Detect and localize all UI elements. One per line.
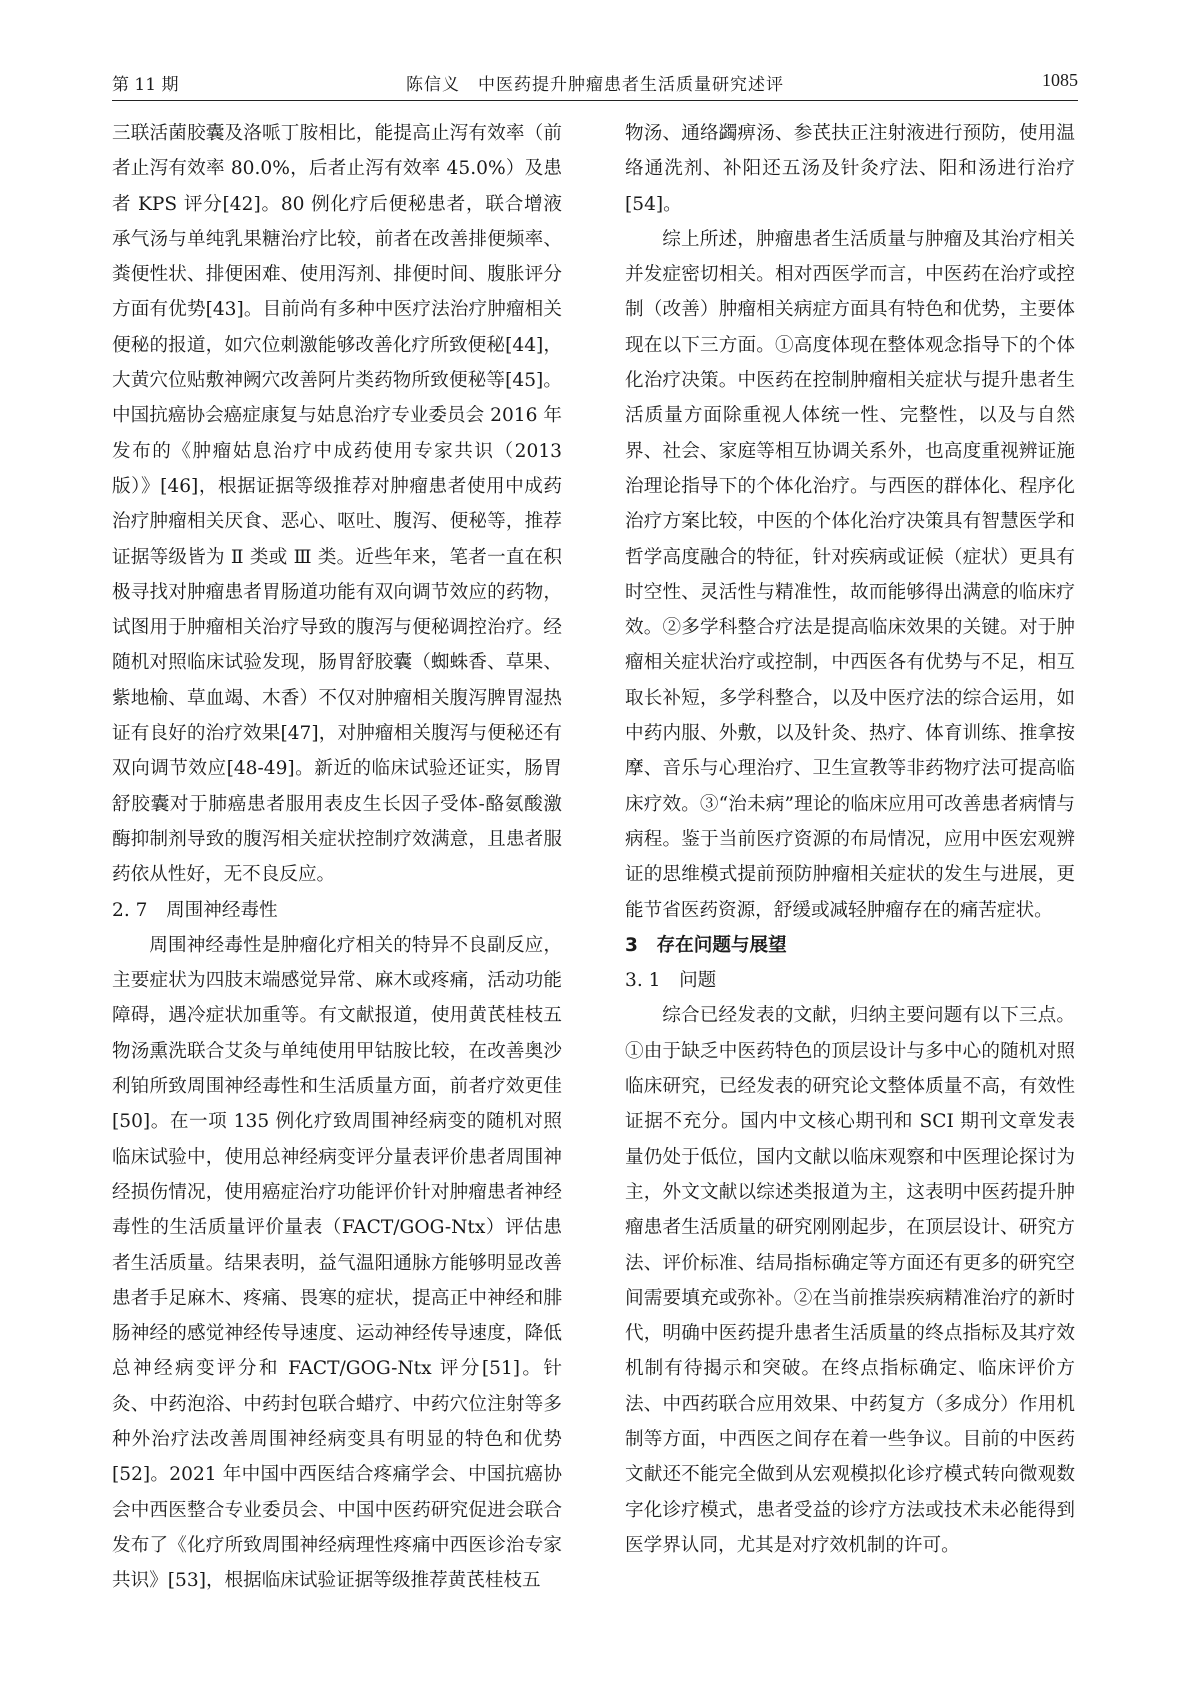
running-header bbox=[112, 66, 1078, 101]
issue-label: 第 11 期 bbox=[112, 75, 179, 95]
subheading-2-7: 2. 7 周围神经毒性 bbox=[112, 899, 278, 921]
paragraph-constipation: 三联活菌胶囊及洛哌丁胺相比，能提高止泻有效率（前者止泻有效率 80.0%，后者止泻有效率 45.0%）及患者 KPS 评分[42]。80 例化疗后便秘患者，联合增液承气汤与单纯乳果糖治疗比较，前者在改善排便频率、粪便性状、排便困难、使用泻剂、排便时间、腹胀评分方面有优势[43]。目前尚有多种中医疗法治疗肿瘤相关便秘的报道，如穴位刺激能够改善化疗所致便秘[44]，大黄穴位贴敷神阙穴改善阿片类药物所致便秘等[45]。中国抗癌协会癌症康复与姑息治疗专业委员会 2016 年发布的《肿瘤姑息治疗中成药使用专家共识（2013 版）》[46]，根据证据等级推荐对肿瘤患者使用中成药治疗肿瘤相关厌食、恶心、呕吐、腹泻、便秘等，推荐证据等级皆为 Ⅱ 类或 Ⅲ 类。近些年来，笔者一直在积极寻找对肿瘤患者胃肠道功能有双向调节效应的药物，试图用于肿瘤相关治疗导致的腹泻与便秘调控治疗。经随机对照临床试验发现，肠胃舒胶囊（蜘蛛香、草果、紫地榆、草血竭、木香）不仅对肿瘤相关腹泻脾胃湿热证有良好的治疗效果[47]，对肿瘤相关腹泻与便秘还有双向调节效应[48-49]。新近的临床试验还证实，肠胃舒胶囊对于肺癌患者服用表皮生长因子受体-酪氨酸激酶抑制剂导致的腹泻相关症状控制疗效满意，且患者服药依从性好，无不良反应。 bbox=[112, 123, 562, 886]
page-number: 1085 bbox=[1042, 70, 1078, 90]
running-title: 陈信义 中医药提升肿瘤患者生活质量研究述评 bbox=[406, 75, 784, 95]
left-column bbox=[112, 116, 562, 1598]
right-column bbox=[625, 116, 1075, 1563]
paragraph-continuation: 物汤、通络蠲痹汤、参芪扶正注射液进行预防，使用温络通洗剂、补阳还五汤及针灸疗法、阳和汤进行治疗[54]。 bbox=[625, 123, 1075, 215]
paragraph-summary: 综上所述，肿瘤患者生活质量与肿瘤及其治疗相关并发症密切相关。相对西医学而言，中医药在治疗或控制（改善）肿瘤相关病症方面具有特色和优势，主要体现在以下三方面。①高度体现在整体观念指导下的个体化治疗决策。中医药在控制肿瘤相关症状与提升患者生活质量方面除重视人体统一性、完整性，以及与自然界、社会、家庭等相互协调关系外，也高度重视辨证施治理论指导下的个体化治疗。与西医的群体化、程序化治疗方案比较，中医的个体化治疗决策具有智慧医学和哲学高度融合的特征，针对疾病或证候（症状）更具有时空性、灵活性与精准性，故而能够得出满意的临床疗效。②多学科整合疗法是提高临床效果的关键。对于肿瘤相关症状治疗或控制，中西医各有优势与不足，相互取长补短，多学科整合，以及中医疗法的综合运用，如中药内服、外敷，以及针灸、热疗、体育训练、推拿按摩、音乐与心理治疗、卫生宣教等非药物疗法可提高临床疗效。③“治未病”理论的临床应用可改善患者病情与病程。鉴于当前医疗资源的布局情况，应用中医宏观辨证的思维模式提前预防肿瘤相关症状的发生与进展，更能节省医药资源，舒缓或减轻肿瘤存在的痛苦症状。 bbox=[625, 228, 1075, 921]
paragraph-neurotoxicity: 周围神经毒性是肿瘤化疗相关的特异不良副反应，主要症状为四肢末端感觉异常、麻木或疼痛，活动功能障碍，遇冷症状加重等。有文献报道，使用黄芪桂枝五物汤熏洗联合艾灸与单纯使用甲钴胺比较，在改善奥沙利铂所致周围神经毒性和生活质量方面，前者疗效更佳[50]。在一项 135 例化疗致周围神经病变的随机对照临床试验中，使用总神经病变评分量表评价患者周围神经损伤情况，使用癌症治疗功能评价针对肿瘤患者神经毒性的生活质量评价量表（FACT/GOG-Ntx）评估患者生活质量。结果表明，益气温阳通脉方能够明显改善患者手足麻木、疼痛、畏寒的症状，提高正中神经和腓肠神经的感觉神经传导速度、运动神经传导速度，降低总神经病变评分和 FACT/GOG-Ntx 评分[51]。针灸、中药泡浴、中药封包联合蜡疗、中药穴位注射等多种外治疗法改善周围神经病变具有明显的特色和优势[52]。2021 年中国中西医结合疼痛学会、中国抗癌协会中西医整合专业委员会、中国中医药研究促进会联合发布了《化疗所致周围神经病理性疼痛中西医诊治专家共识》[53]，根据临床试验证据等级推荐黄芪桂枝五 bbox=[112, 934, 562, 1592]
section-heading-3: 3 存在问题与展望 bbox=[625, 934, 787, 956]
paragraph-problems: 综合已经发表的文献，归纳主要问题有以下三点。①由于缺乏中医药特色的顶层设计与多中心的随机对照临床研究，已经发表的研究论文整体质量不高，有效性证据不充分。国内中文核心期刊和 SCI 期刊文章发表量仍处于低位，国内文献以临床观察和中医理论探讨为主，外文文献以综述类报道为主，这表明中医药提升肿瘤患者生活质量的研究刚刚起步，在顶层设计、研究方法、评价标准、结局指标确定等方面还有更多的研究空间需要填充或弥补。②在当前推崇疾病精准治疗的新时代，明确中医药提升患者生活质量的终点指标及其疗效机制有待揭示和突破。在终点指标确定、临床评价方法、中西药联合应用效果、中药复方（多成分）作用机制等方面，中西医之间存在着一些争议。目前的中医药文献还不能完全做到从宏观模拟化诊疗模式转向微观数字化诊疗模式，患者受益的诊疗方法或技术未必能得到医学界认同，尤其是对疗效机制的许可。 bbox=[625, 1005, 1075, 1556]
subheading-3-1: 3. 1 问题 bbox=[625, 970, 717, 992]
